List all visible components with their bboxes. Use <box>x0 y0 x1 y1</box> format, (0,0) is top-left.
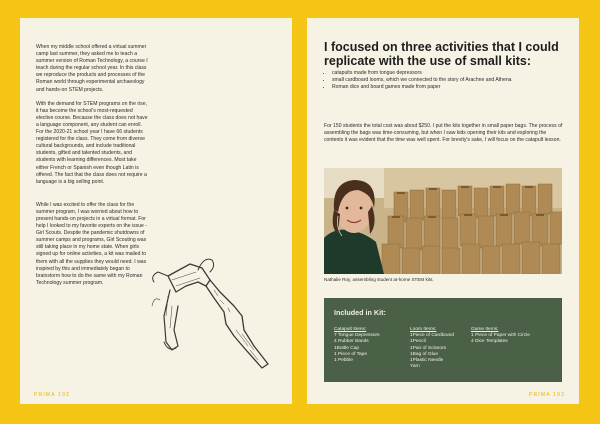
list-item: 1 Pebble <box>334 358 353 364</box>
catapult-items-column <box>334 327 410 370</box>
loom-items-column <box>410 327 471 370</box>
left-paragraph-3: While I was excited to offer the class for the summer program, I was worried about how to present hands-on projects in a virtual format. For help I looked to my favorite experts on the issue - Girl Scouts. Despite the pandemic shutdowns of summer camps and programs, Girl Scouting was still taking place in my home state. When girls signed up for online activities, a kit was mailed to them with all the supplies they would need. I was inspired by this and immediately began to brainstorm how to do the same with my Roman Technology summer program. <box>36 201 147 286</box>
kit-contents-box <box>324 298 562 382</box>
list-item: • small cardboard looms, which we connected to the story of Arachne and Athena <box>332 77 572 84</box>
activities-list <box>324 70 572 91</box>
list-item: 1Bottle Cap <box>334 345 360 351</box>
left-paragraph-2: With the demand for STEM programs on the rise, it has become the school's most-requested elective course. Because the class does not have a language component, any student can enroll. For the 2020-21 school year I have 66 students registered for the class. They come from diverse cultural backgrounds, and include traditional students, gifted and talented students, and students with learning differences. Most take either French or Spanish even though Latin is offered. The fact that the class does not require a language is a big selling point. <box>36 100 148 185</box>
list-item: 1Piece of Cardboard <box>410 333 454 339</box>
kit-box-title: Included in Kit: <box>334 308 386 317</box>
list-item: 1Pencil <box>410 339 426 345</box>
loom-items-heading: Loom Items: <box>410 327 437 332</box>
list-item: 1Plastic Needle <box>410 358 444 364</box>
photo-illustration <box>324 168 562 274</box>
list-item: 1 Piece of Tape <box>334 351 367 357</box>
list-item: 7 Tongue Depressors <box>334 333 380 339</box>
right-page-folio: PRIMA 193 <box>528 392 565 398</box>
right-page <box>307 18 579 404</box>
list-item: 1 Piece of Paper with Circle <box>471 333 530 339</box>
photo-caption: Nathalie Roy, assembling student at-home STEM kits. <box>324 277 434 282</box>
left-page <box>20 18 292 404</box>
list-item: 1Bag of Glue <box>410 351 439 357</box>
list-item: Yarn <box>410 364 420 370</box>
catapult-items-heading: Catapult Items: <box>334 327 367 332</box>
list-item: 4 Rubber Bands <box>334 339 369 345</box>
game-items-heading: Game Items: <box>471 327 499 332</box>
cost-paragraph: For 150 students the total cost was about $250. I put the kits together in small paper bags. The process of assembling the bags was time-consuming, but when I saw kids opening their kits and exploring the contents it was evident that the time was well spent. For brevity's sake, I will focus on the catapult lesson. <box>324 123 563 144</box>
slingshot-illustration <box>150 246 278 378</box>
right-page-heading: I focused on three activities that I could replicate with the use of small kits: <box>324 40 559 68</box>
list-item: • Roman dice and board games made from paper <box>332 84 572 91</box>
list-item: • catapults made from tongue depressors <box>332 70 572 77</box>
list-item: 4 Dice Templates <box>471 339 508 345</box>
left-text-column <box>36 44 150 294</box>
kit-columns <box>334 327 552 370</box>
list-item: 1Pair of Scissors <box>410 345 446 351</box>
game-items-column <box>471 327 551 370</box>
kit-assembly-photo <box>324 168 562 274</box>
left-paragraph-1: When my middle school offered a virtual summer camp last summer, they asked me to teach a summer version of Roman Technology, a course I teach during the regular school year. In this class we reproduce the products and processes of the Roman world through experimental archaeology and hands-on STEM projects. <box>36 44 148 93</box>
left-page-folio: PRIMA 192 <box>34 392 71 398</box>
